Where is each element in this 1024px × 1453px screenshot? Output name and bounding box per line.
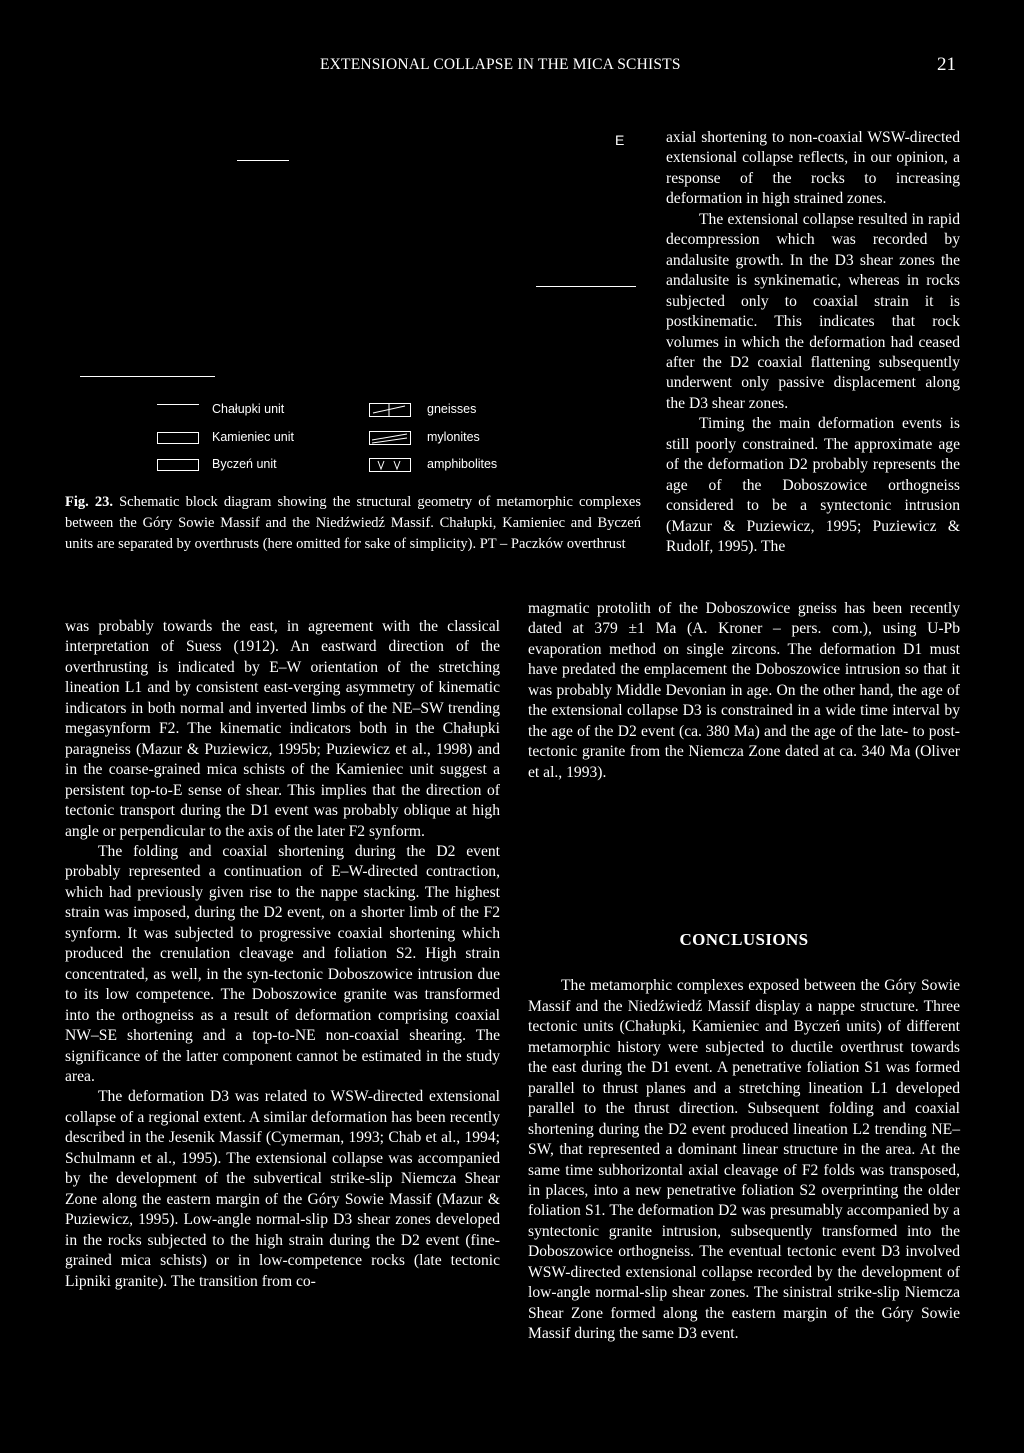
diagram-line (80, 376, 215, 377)
paragraph: The folding and coaxial shortening during the D2 event probably represented a continuation of E–W-directed contraction, which had previously given rise to the nappe stacking. The highest strain was imposed, during the D2 event, on a shorter limb of the F2 synform. It was subjected to progressive coaxial shortening which produced the crenulation cleavage and foliation S2. High strain concentrated, as well, in the syn-tectonic Doboszowice intrusion due to its low competence. The Doboszowice granite was transformed into the orthogneiss as a result of deformation comprising coaxial NW–SE shortening and a top-to-NE non-coaxial shearing. The significance of the latter component cannot be estimated in the study area. (65, 842, 500, 1085)
legend-label: Chałupki unit (212, 402, 285, 416)
legend-item-mylonites (369, 432, 539, 448)
legend-item-byczen (157, 459, 357, 475)
section-heading: CONCLUSIONS (679, 930, 809, 949)
orientation-label: E (615, 132, 625, 148)
running-title: EXTENSIONAL COLLAPSE IN THE MICA SCHISTS (320, 56, 681, 73)
paragraph: The deformation D3 was related to WSW-directed extensional collapse of a regional extent. A similar deformation has been recently described in the Jesenik Massif (Cymerman, 1993; Chab et al., 1994; Schulmann et al., 1995). The extensional collapse was accompanied by the development of the subvertical strike-slip Niemcza Shear Zone along the eastern margin of the Góry Sowie Massif (Mazur & Puziewicz, 1995). Low-angle normal-slip D3 shear zones developed in the rocks subjected to the high strain during the D2 event (fine-grained mica schists) or in low-competence rocks (late tectonic Lipniki granite). The transition from co- (65, 1088, 500, 1290)
figure-caption (65, 492, 641, 555)
paragraph: The extensional collapse resulted in rapid decompression which was recorded by andalusite growth. In the D3 shear zones the andalusite is synkinematic, whereas in rocks subjected only to coaxial strain it is postkinematic. This indicates that rock volumes in which the deformation had ceased after the D2 coaxial flattening subsequently underwent only passive displacement along the D3 shear zones. (666, 210, 960, 412)
legend-label: gneisses (427, 402, 477, 416)
diagram-line (237, 160, 289, 161)
figure-number: Fig. 23. (65, 494, 113, 510)
amphibolite-pattern-icon (369, 457, 411, 473)
kamieniec-swatch (157, 432, 199, 444)
paragraph: axial shortening to non-coaxial WSW-directed extensional collapse reflects, in our opinion, a response of the rocks to increasing deformation in high strained zones. (666, 129, 960, 208)
legend-label: Kamieniec unit (212, 430, 294, 444)
legend-label: Byczeń unit (212, 457, 277, 471)
legend-item-amphibolites (369, 459, 539, 475)
gneiss-pattern-icon (369, 402, 411, 418)
paragraph: The metamorphic complexes exposed between the Góry Sowie Massif and the Niedźwiedź Massif display a nappe structure. Three tectonic units (Chałupki, Kamieniec and Byczeń units) of different metamorphic history were subjected to ductile overthrust towards the east during the D1 event. A penetrative foliation S1 was formed parallel to thrust planes and a stretching lineation L1 developed parallel to the thrust direction. Subsequent folding and coaxial shortening during the D2 event produced lineation L2 trending NE–SW, that represented a dominant linear structure in the area. At the same time subhorizontal axial cleavage of F2 folds was transposed, in places, into a new penetrative foliation S2 overprinting the older foliation S1. The deformation D2 was presumably accompanied by a syntectonic granite intrusion, subsequently transformed into the Doboszowice orthogneiss. The eventual tectonic event D3 involved WSW-directed extensional collapse recorded by the development of low-angle normal-slip shear zones. The sinistral strike-slip Niemcza Shear Zone formed along the eastern margin of the Góry Sowie Massif during the same D3 event. (528, 977, 960, 1343)
mylonite-pattern-icon (369, 430, 411, 446)
legend-label: amphibolites (427, 457, 498, 471)
paragraph: magmatic protolith of the Doboszowice gneiss has been recently dated at 379 ±1 Ma (A. Kroner – pers. com.), using U-Pb evaporation method on single zircons. The deformation D1 must have predated the emplacement the Doboszowice intrusion so that it was probably Middle Devonian in age. On the other hand, the age of the extensional collapse D3 is constrained in a wide time interval by the age of the D2 event (ca. 380 Ma) and the age of the late- to post-tectonic granite from the Niemcza Zone dated at ca. 340 Ma (Oliver et al., 1993). (528, 600, 960, 781)
paragraph: Timing the main deformation events is still poorly constrained. The approximate age of the deformation D2 probably represents the age of the Doboszowice orthogneiss considered to be a syntectonic intrusion (Mazur & Puziewicz, 1995; Puziewicz & Rudolf, 1995). The (666, 415, 960, 556)
legend-item-kamieniec (157, 432, 357, 448)
legend-label: mylonites (427, 430, 480, 444)
conclusions-section (528, 930, 960, 1345)
page-header (0, 56, 1024, 82)
byczen-swatch (157, 459, 199, 471)
right-column-middle (528, 599, 960, 783)
legend-item-gneisses (369, 404, 539, 420)
chalupki-swatch (157, 404, 199, 416)
left-column (65, 617, 500, 1292)
legend-item-chalupki (157, 404, 357, 420)
diagram-line (536, 286, 636, 287)
paragraph: was probably towards the east, in agreement with the classical interpretation of Suess (1912). An eastward direction of the overthrusting is indicated by E–W orientation of the stretching lineation L1 and by consistent east-verging asymmetry of kinematic indicators in both normal and inverted limbs of the NE–SW trending megasynform F2. The kinematic indicators both in the Chałupki paragneiss (Mazur & Puziewicz, 1995b; Puziewicz et al., 1998) and in the coarse-grained mica schists of the Kamieniec unit suggest a persistent top-to-E sense of shear. This implies that the direction of tectonic transport during the D1 event was probably oblique at high angle or perpendicular to the axis of the later F2 synform. (65, 618, 500, 840)
caption-text: Schematic block diagram showing the structural geometry of metamorphic complexes between the Góry Sowie Massif and the Niedźwiedź Massif. Chałupki, Kamieniec and Byczeń units are separated by overthrusts (here omitted for sake of simplicity). PT – Paczków overthrust (65, 494, 641, 552)
page-number: 21 (937, 54, 956, 75)
right-column-top (666, 128, 960, 558)
